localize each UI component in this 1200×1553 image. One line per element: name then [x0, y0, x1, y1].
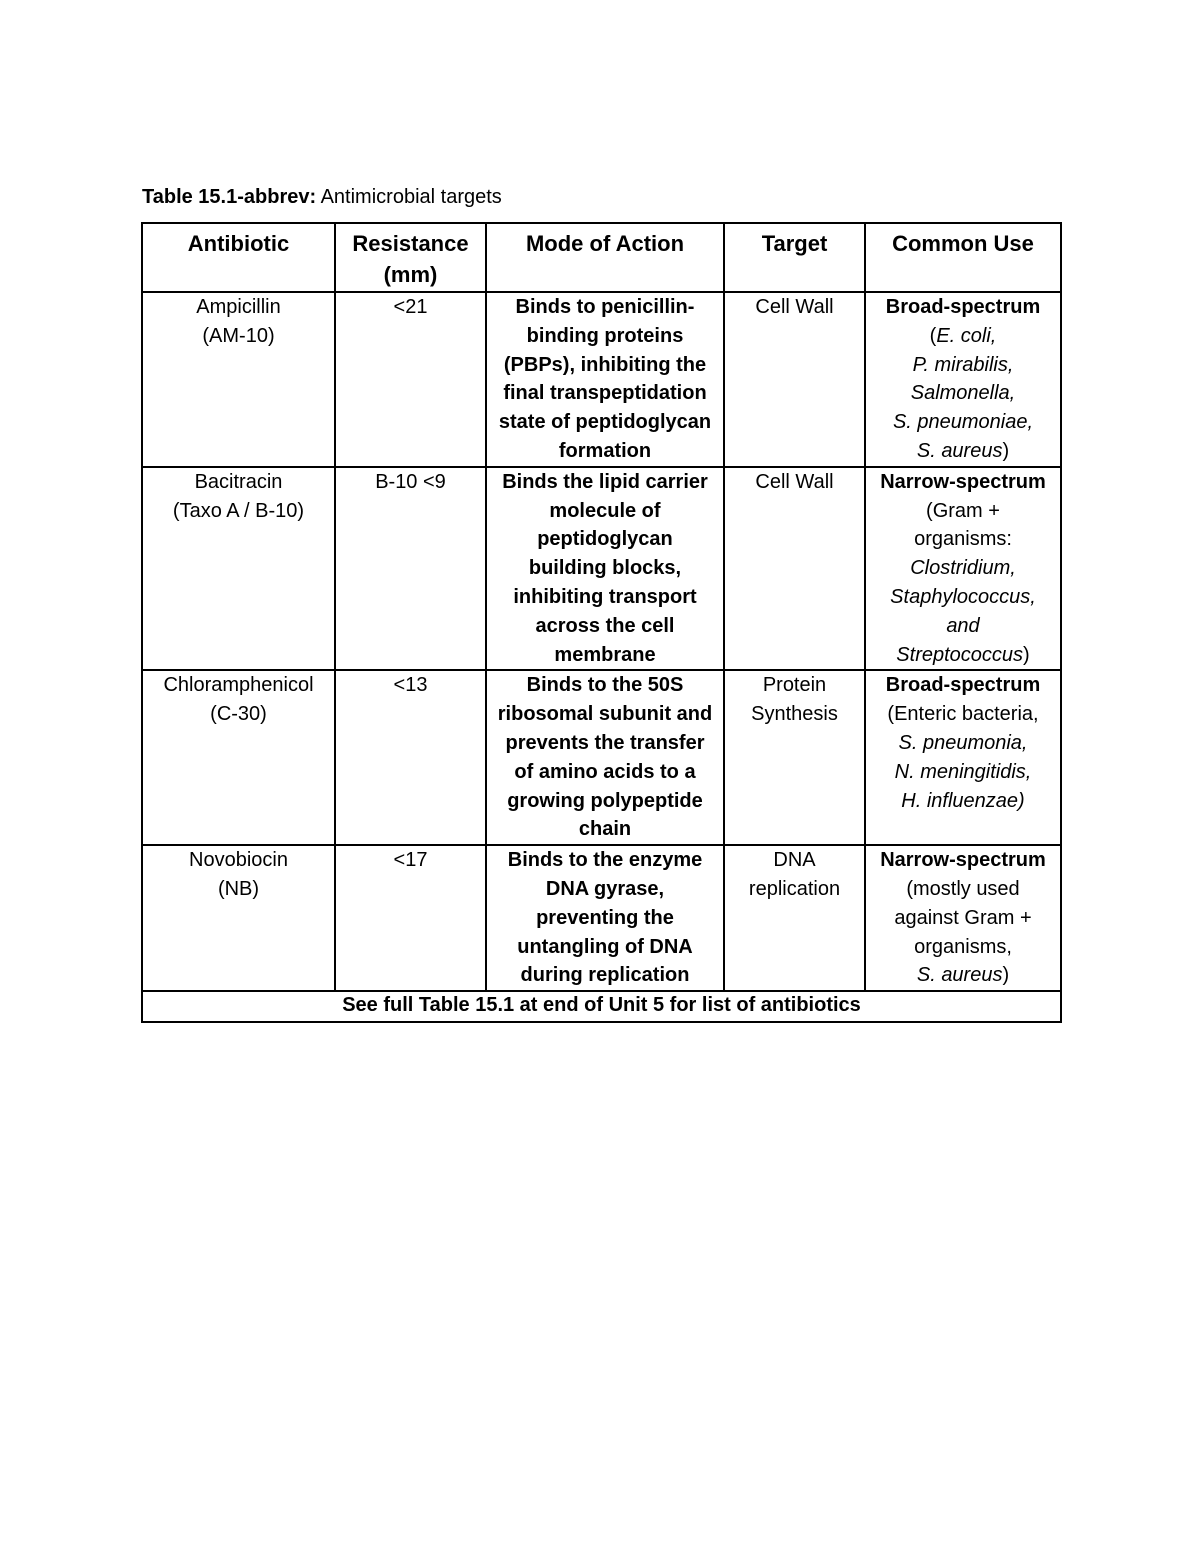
cell-antibiotic — [142, 845, 335, 991]
antimicrobial-targets-table — [141, 222, 1062, 1023]
mode-line: final transpeptidation — [503, 382, 707, 405]
cell-mode-of-action — [486, 670, 724, 845]
use-organism: E. coli, — [936, 324, 997, 347]
mode-line: Binds the lipid carrier — [502, 470, 708, 493]
use-organism: Streptococcus — [896, 643, 1024, 666]
use-text: (Enteric bacteria, — [887, 703, 1039, 726]
use-text: (mostly used — [906, 877, 1020, 900]
table-row — [142, 292, 1061, 467]
mode-line: ribosomal subunit and — [497, 703, 713, 726]
mode-line: chain — [578, 818, 632, 841]
mode-line: of amino acids to a — [514, 760, 696, 783]
target-line: Cell Wall — [755, 296, 834, 318]
header-resistance-line2: (mm) — [383, 262, 438, 287]
antibiotic-code: (AM-10) — [202, 324, 275, 347]
table-row — [142, 845, 1061, 991]
use-organism: Salmonella, — [910, 382, 1016, 405]
use-lead: Broad-spectrum — [885, 296, 1041, 318]
cell-common-use — [865, 292, 1061, 467]
use-organism: S. aureus — [916, 439, 1003, 462]
mode-line: building blocks, — [528, 557, 682, 580]
cell-target — [724, 670, 865, 845]
table-row — [142, 467, 1061, 671]
target-line: Protein — [762, 674, 827, 697]
cell-mode-of-action — [486, 292, 724, 467]
cell-mode-of-action — [486, 467, 724, 671]
antibiotic-name: Bacitracin — [194, 470, 283, 493]
target-line: Synthesis — [751, 703, 838, 726]
table-row — [142, 670, 1061, 845]
cell-target — [724, 467, 865, 671]
mode-line: DNA gyrase, — [545, 877, 665, 900]
mode-line: growing polypeptide — [507, 789, 703, 812]
mode-line: prevents the transfer — [505, 731, 705, 754]
use-organism: S. aureus — [916, 964, 1003, 987]
use-text: ( — [929, 324, 937, 347]
target-line: Cell Wall — [755, 470, 834, 493]
mode-line: peptidoglycan — [537, 528, 673, 551]
header-target: Target — [724, 223, 865, 292]
use-organism: P. mirabilis, — [912, 353, 1014, 376]
use-organism: N. meningitidis, — [894, 760, 1032, 783]
use-organism: S. pneumonia, — [898, 731, 1028, 754]
cell-antibiotic — [142, 292, 335, 467]
mode-line: Binds to the enzyme — [507, 849, 703, 872]
use-text: organisms, — [914, 935, 1012, 958]
use-text: organisms: — [914, 528, 1012, 551]
mode-line: Binds to the 50S — [526, 674, 684, 697]
mode-line: Binds to penicillin- — [515, 296, 695, 318]
use-text: ) — [1023, 643, 1030, 666]
use-text: ) — [1002, 964, 1010, 987]
cell-antibiotic — [142, 467, 335, 671]
mode-line: across the cell — [535, 614, 675, 637]
antibiotic-code: (C-30) — [210, 703, 267, 726]
mode-line: untangling of DNA — [517, 935, 693, 958]
mode-line: inhibiting transport — [513, 585, 697, 608]
header-antibiotic: Antibiotic — [142, 223, 335, 292]
header-common-use: Common Use — [865, 223, 1061, 292]
mode-line: membrane — [554, 643, 656, 666]
mode-line: formation — [558, 439, 652, 462]
caption-text: Antimicrobial targets — [320, 186, 502, 208]
cell-antibiotic — [142, 670, 335, 845]
mode-line: (PBPs), inhibiting the — [503, 353, 707, 376]
mode-line: binding proteins — [526, 324, 684, 347]
caption-label: Table 15.1-abbrev: — [142, 186, 317, 208]
use-lead: Narrow-spectrum — [880, 849, 1046, 872]
use-organism: Clostridium, — [910, 557, 1016, 580]
cell-resistance: <17 — [335, 845, 486, 991]
cell-resistance: <13 — [335, 670, 486, 845]
use-lead: Narrow-spectrum — [880, 470, 1046, 493]
antibiotic-code: (Taxo A / B-10) — [172, 499, 305, 522]
use-text: (Gram + — [926, 499, 1000, 522]
use-lead: Broad-spectrum — [885, 674, 1041, 697]
mode-line: state of peptidoglycan — [498, 411, 712, 434]
cell-resistance: <21 — [335, 292, 486, 467]
antibiotic-name: Novobiocin — [189, 849, 288, 872]
cell-target — [724, 292, 865, 467]
use-text: and — [946, 614, 980, 637]
antibiotic-name: Chloramphenicol — [163, 674, 314, 697]
table-footnote: See full Table 15.1 at end of Unit 5 for list of antibiotics — [142, 991, 1061, 1022]
mode-line: preventing the — [536, 906, 674, 929]
use-organism: Staphylococcus, — [890, 585, 1036, 608]
cell-resistance: B-10 <9 — [335, 467, 486, 671]
header-resistance-line1: Resistance — [352, 231, 469, 256]
use-text: against Gram + — [894, 906, 1032, 929]
header-mode-of-action: Mode of Action — [486, 223, 724, 292]
use-text: ) — [1002, 439, 1010, 462]
table-header-row — [142, 223, 1061, 292]
cell-common-use — [865, 670, 1061, 845]
antibiotic-code: (NB) — [217, 877, 260, 900]
use-organism: S. pneumoniae, — [892, 411, 1034, 434]
target-line: replication — [748, 877, 841, 900]
header-resistance — [335, 223, 486, 292]
target-line: DNA — [773, 849, 816, 872]
cell-target — [724, 845, 865, 991]
cell-common-use — [865, 467, 1061, 671]
cell-common-use — [865, 845, 1061, 991]
cell-mode-of-action — [486, 845, 724, 991]
mode-line: molecule of — [549, 499, 661, 522]
use-organism: H. influenzae) — [901, 789, 1025, 812]
antibiotic-name: Ampicillin — [196, 296, 281, 318]
mode-line: during replication — [520, 964, 690, 987]
table-caption — [142, 184, 502, 210]
table-footer-row — [142, 991, 1061, 1022]
